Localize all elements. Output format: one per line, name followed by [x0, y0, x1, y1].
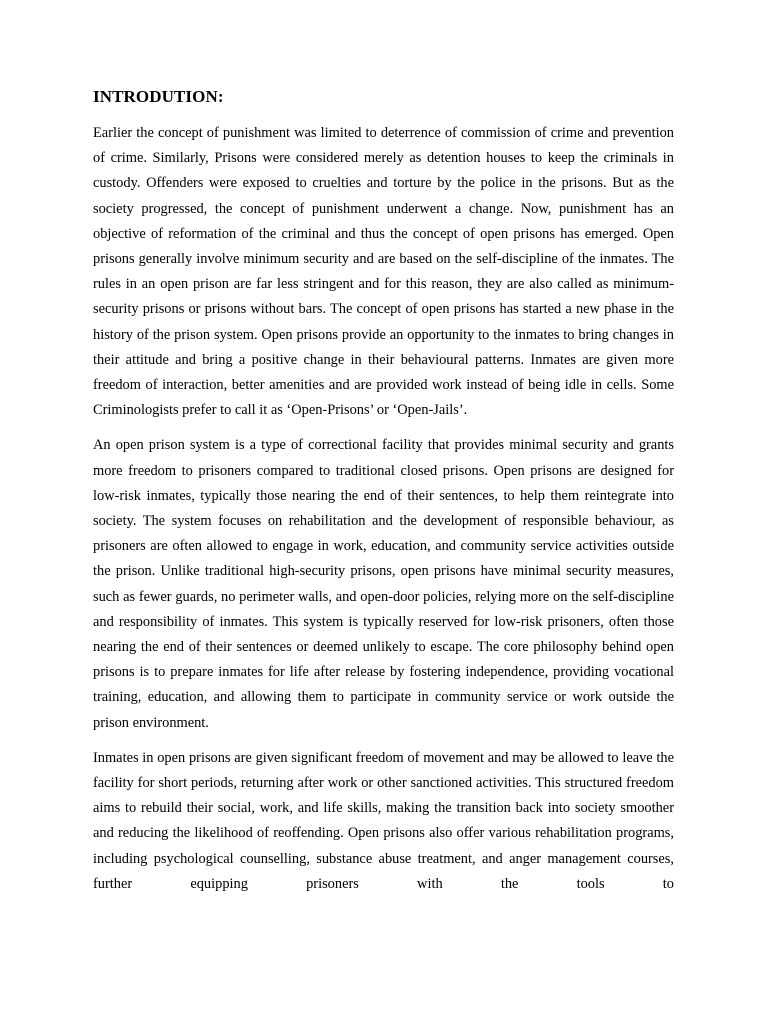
- document-page: [93, 86, 674, 907]
- paragraph-1: Earlier the concept of punishment was limited to deterrence of commission of crime and prevention of crime. Similarly, Prisons were considered merely as detention houses to keep the criminals in custody. Offenders were exposed to cruelties and torture by the police in the prisons. But as the society progressed, the concept of punishment underwent a change. Now, punishment has an objective of reformation of the criminal and thus the concept of open prisons has emerged. Open prisons generally involve minimum security and are based on the self-discipline of the inmates. The rules in an open prison are far less stringent and for this reason, they are also called as minimum-security prisons or prisons without bars. The concept of open prisons has started a new phase in the history of the prison system. Open prisons provide an opportunity to the inmates to bring changes in their attitude and bring a positive change in their behavioural patterns. Inmates are given more freedom of interaction, better amenities and are provided work instead of being idle in cells. Some Criminologists prefer to call it as ‘Open-Prisons’ or ‘Open-Jails’.: [93, 125, 674, 419]
- paragraph-3: Inmates in open prisons are given significant freedom of movement and may be allowed to leave the facility for short periods, returning after work or other sanctioned activities. This structured freedom aims to rebuild their social, work, and life skills, making the transition back into society smoother and reducing the likelihood of reoffending. Open prisons also offer various rehabilitation programs, including psychological counselling, substance abuse treatment, and anger management courses, further equipping prisoners with the tools to: [93, 749, 674, 892]
- paragraph-2: An open prison system is a type of correctional facility that provides minimal security and grants more freedom to prisoners compared to traditional closed prisons. Open prisons are designed for low-risk inmates, typically those nearing the end of their sentences, to help them reintegrate into society. The system focuses on rehabilitation and the development of responsible behaviour, as prisoners are often allowed to engage in work, education, and community service activities outside the prison. Unlike traditional high-security prisons, open prisons have minimal security measures, such as fewer guards, no perimeter walls, and open-door policies, relying more on the self-discipline and responsibility of inmates. This system is typically reserved for low-risk prisoners, often those nearing the end of their sentences or deemed unlikely to escape. The core philosophy behind open prisons is to prepare inmates for life after release by fostering independence, providing vocational training, education, and allowing them to participate in community service or work outside the prison environment.: [93, 437, 674, 731]
- section-heading: INTRODUTION:: [93, 87, 224, 106]
